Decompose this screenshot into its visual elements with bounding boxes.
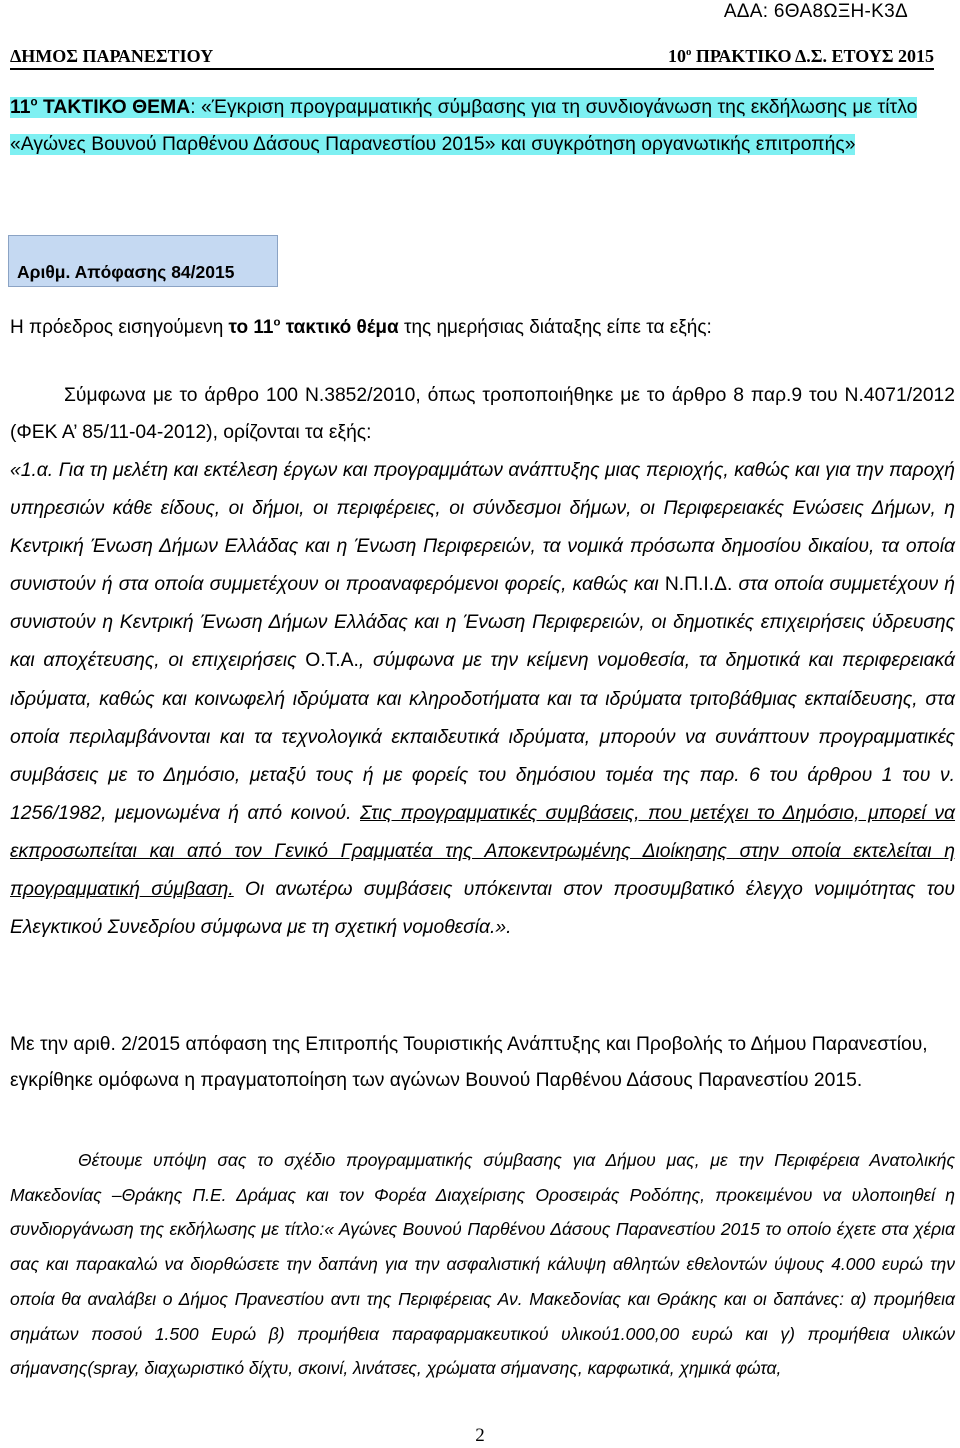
decision-number: Αριθμ. Απόφασης 84/2015 <box>17 262 235 282</box>
proposal-paragraph: Θέτουμε υπόψη σας το σχέδιο προγραμματικής σύμβασης για Δήμου μας, με την Περιφέρεια Ανατολικής Μακεδονίας –Θράκης Π.Ε. Δράμας και τον Φορέα Διαχείρισης Οροσειράς Ροδόπης, προκειμένου να υλοποιηθεί η συνδιοργάνωση της εκδήλωσης με τίτλο:« Αγώνες Βουνού Παρθένου Δάσους Παρανεστίου 2015 το οποίο έχετε στα χέρια σας και παρακαλώ να διορθώσετε την δαπάνη για την ασφαλιστική κάλυψη αθλητών εθελοντών ύψους 4.000 ευρώ την οποία θα αναλάβει ο Δήμος Πρανεστίου αντι της Περιφέρειας Αν. Μακεδονίας και Θράκης και οι δαπάνες: α) προμήθεια σημάτων ποσού 1.500 Ευρώ β) προμήθεια παραφαρμακευτικού υλικού1.000,00 ευρώ και γ) προμήθεια υλικών σήμανσης(spray, διαχωριστικό δίχτυ, σκοινί, λινάτσες, χρώματα σήμανσης, καρφωτικά, χημικά φώτα, <box>10 1150 955 1379</box>
ada-code: ΑΔΑ: 6ΘΑ8ΩΞΗ-Κ3Δ <box>723 1 908 22</box>
subject-text: : «Έγκριση προγραμματικής σύμβασης για τη συνδιογάνωση της εκδήλωσης με τίτλο «Αγώνες Βουνού Παρθένου Δάσους Παρανεστίου 2015» και συγκρότηση οργανωτικής επιτροπής» <box>10 97 918 155</box>
committee-decision-paragraph: Με την αριθ. 2/2015 απόφαση της Επιτροπής Τουριστικής Ανάπτυξης και Προβολής το Δήμου Παρανεστίου, εγκρίθηκε ομόφωνα η πραγματοποίηση των αγώνων Βουνού Παρθένου Δάσους Παρανεστίου 2015. <box>10 1034 928 1091</box>
intro-line: Η πρόεδρος εισηγούμενη το $11^o$ τακτικό θέμα της ημερήσιας διάταξης είπε τα εξής: <box>10 316 712 338</box>
law-quote-paragraph: «1.α. Για τη μελέτη και εκτέλεση έργων και προγραμμάτων ανάπτυξης μιας περιοχής, καθώς και για την παροχή υπηρεσιών κάθε είδους, οι δήμοι, οι περιφέρειες, οι σύνδεσμοι δήμων, οι Περιφερειακές Ενώσεις Δήμων, η Κεντρική Ένωση Δήμων Ελλάδας και η Ένωση Περιφερειών, τα νομικά πρόσωπα δημοσίου δικαίου, τα οποία συνιστούν ή στα οποία συμμετέχουν οι προαναφερόμενοι φορείς, καθώς και Ν.Π.Ι.Δ. στα οποία συμμετέχουν ή συνιστούν η Κεντρική Ένωση Δήμων Ελλάδας και η Ένωση Περιφερειών, οι δημοτικές επιχειρήσεις ύδρευσης και αποχέτευσης, οι επιχειρήσεις Ο.Τ.Α., σύμφωνα με την κείμενη νομοθεσία, τα δημοτικά και περιφερειακά ιδρύματα, καθώς και κοινωφελή ιδρύματα και κληροδοτήματα και τα ιδρύματα τριτοβάθμιας εκπαίδευσης, στα οποία περιλαμβάνονται και τα τεχνολογικά εκπαιδευτικά ιδρύματα, μπορούν να συνάπτουν προγραμματικές συμβάσεις με το Δημόσιο, μεταξύ τους ή με φορείς του δημόσιου τομέα της παρ. 6 του άρθρου 1 του ν. 1256/1982, μεμονωμένα ή από κοινού. Στις προγραμματικές συμβάσεις, που μετέχει το Δημόσιο, μπορεί να εκπροσωπείται και από τον Γενικό Γραμματέα της Αποκεντρωμένης Διοίκησης στην οποία εκτελείται η προγραμματική σύμβαση. Οι ανωτέρω συμβάσεις υπόκεινται στον προσυμβατικό έλεγχο νομιμότητας του Ελεγκτικού Συνεδρίου σύμφωνα με τη σχετική νομοθεσία.». <box>10 460 956 939</box>
document-header <box>10 45 934 70</box>
agenda-subject: $11^o$ ΤΑΚΤΙΚΟ ΘΕΜΑ: «Έγκριση προγραμματικής σύμβασης για τη συνδιογάνωση της εκδήλωσης με τίτλο «Αγώνες Βουνού Παρθένου Δάσους Παρανεστίου 2015» και συγκρότηση οργανωτικής επιτροπής» <box>10 96 918 155</box>
subject-number: 11 <box>10 97 31 118</box>
page-number: 2 <box>475 1425 485 1446</box>
underlined-clause: Στις προγραμματικές συμβάσεις, που μετέχει το Δημόσιο, μπορεί να εκπροσωπείται και από τον Γενικό Γραμματέα της Αποκεντρωμένης Διοίκησης στην οποία εκτελείται η προγραμματική σύμβαση. <box>10 802 956 901</box>
municipality-name: ΔΗΜΟΣ ΠΑΡΑΝΕΣΤΙΟΥ <box>10 46 214 66</box>
subject-label: ΤΑΚΤΙΚΟ ΘΕΜΑ <box>37 97 191 118</box>
legal-reference-paragraph: Σύμφωνα με το άρθρο 100 Ν.3852/2010, όπως τροποποιήθηκε με το άρθρο 8 παρ.9 του Ν.4071/2012 (ΦΕΚ Α’ 85/11-04-2012), ορίζονται τα εξής: <box>10 385 955 443</box>
minutes-title: $10^o$ ΠΡΑΚΤΙΚΟ Δ.Σ. ΕΤΟΥΣ 2015 <box>667 46 934 66</box>
decision-number-box <box>8 235 278 287</box>
